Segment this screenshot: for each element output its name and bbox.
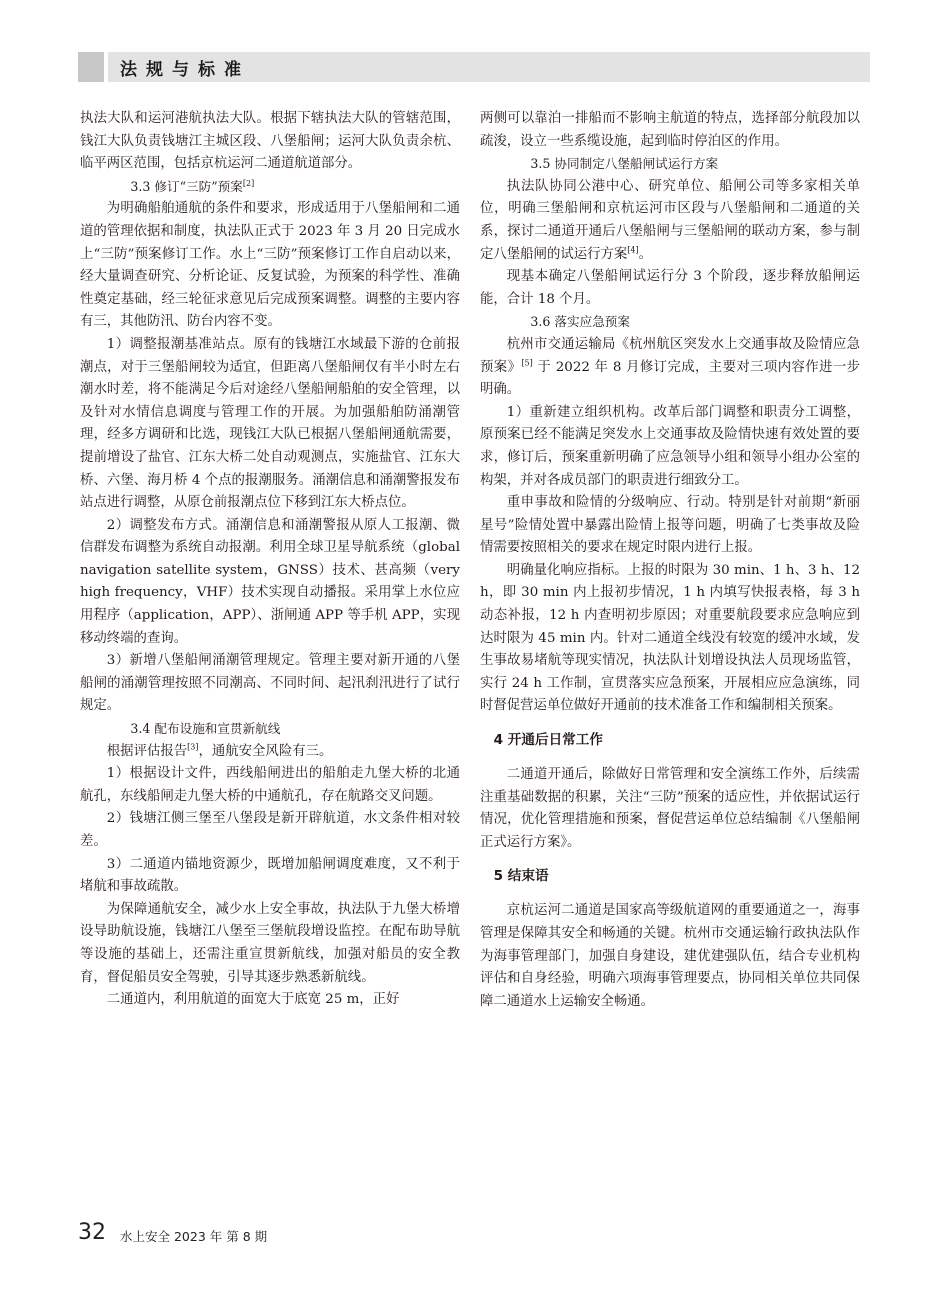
citation-ref: [5] xyxy=(521,358,533,368)
journal-info: 水上安全 2023 年 第 8 期 xyxy=(120,1229,268,1244)
list-item: 1）调整报潮基准站点。原有的钱塘江水域最下游的仓前报潮点，对于三堡船闸较为适宜，但距离八堡船闸仅有半小时左右潮水时差，将不能满足今后对途经八堡船闸船舶的安全管理，以及针对水情信息调度与管理工作的开展。为加强船舶防涌潮管理，经多方调研和比选，现钱江大队已根据八堡船闸通航需要，提前增设了盐官、江东大桥二处自动观测点，实施盐官、江东大桥、六堡、海月桥 4 个点的报潮服务。涌潮信息和涌潮警报发布站点进行调整，从原仓前报潮点位下移到江东大桥点位。 xyxy=(80,336,460,511)
paragraph-text: 执法队协同公港中心、研究单位、船闸公司等多家相关单位，明确三堡船闸和京杭运河市区段与八堡船闸和二通道的关系，探讨二通道开通后八堡船闸与三堡船闸的联动方案，参与制定八堡船闸的试运行方案 xyxy=(480,178,860,262)
paragraph: 现基本确定八堡船闸试运行分 3 个阶段，逐步释放船闸运能，合计 18 个月。 xyxy=(480,269,860,307)
paragraph: 二通道开通后，除做好日常管理和安全演练工作外，后续需注重基础数据的积累，关注“三防”预案的适应性，并依据试运行情况，优化管理措施和预案，督促营运单位总结编制《八堡船闸正式运行方案》。 xyxy=(480,767,860,850)
page-number: 32 xyxy=(78,1220,106,1245)
paragraph-text: 杭州市交通运输局《杭州航区突发水上交通事故及险情应急预案》 xyxy=(480,336,860,375)
paragraph: 为明确船舶通航的条件和要求，形成适用于八堡船闸和二通道的管理依据和制度，执法队正式于 2023 年 3 月 20 日完成水上“三防”预案修订工作。水上“三防”预案修订工作自启动以来，经大量调查研究、分析论证、反复试验，为预案的科学性、准确性奠定基础，经三轮征求意见后完成预案调整。调整的主要内容有三，其他防汛、防台内容不变。 xyxy=(80,201,460,330)
section-heading-4: 4 开通后日常工作 xyxy=(493,732,603,749)
paragraph: 京杭运河二通道是国家高等级航道网的重要通道之一，海事管理是保障其安全和畅通的关键。杭州市交通运输行政执法队作为海事管理部门，加强自身建设，建优建强队伍，结合专业机构评估和自身经验，明确六项海事管理要点，协同相关单位共同保障二通道水上运输安全畅通。 xyxy=(480,903,860,1009)
paragraph: 为保障通航安全，减少水上安全事故，执法队于九堡大桥增设导助航设施，钱塘江八堡至三堡航段增设监控。在配布助导航等设施的基础上，还需注重宣贯新航线，加强对船员的安全教育，督促船员安全驾驶，引导其逐步熟悉新航线。 xyxy=(80,901,460,985)
heading-text: 3.3 修订“三防”预案 xyxy=(130,178,243,194)
header-accent-block xyxy=(78,52,104,82)
citation-ref: [2] xyxy=(242,178,255,188)
paragraph-text: ，通航安全风险有三。 xyxy=(198,743,333,759)
subsection-heading-3-4: 3.4 配布设施和宣贯新航线 xyxy=(130,721,281,737)
paragraph: 重申事故和险情的分级响应、行动。特别是针对前期“新丽星号”险情处置中暴露出险情上报等问题，明确了七类事故及险情需要按照相关的要求在规定时限内进行上报。 xyxy=(480,495,860,556)
paragraph: 二通道内，利用航道的面宽大于底宽 25 m，正好 xyxy=(106,992,400,1008)
left-column xyxy=(80,108,460,1012)
subsection-heading-3-3 xyxy=(105,176,460,199)
paragraph: 明确量化响应指标。上报的时限为 30 min、1 h、3 h、12 h，即 30 min 内上报初步情况，1 h 内填写快报表格，每 3 h 动态补报，12 h 内查明初步原因；对重要航段要求应急响应到达时限为 45 min 内。针对二通道全线没有较宽的缓冲水域，发生事故易堵航等现实情况，执法队计划增设执法人员现场监管，实行 24 h 工作制，宣贯落实应急预案，开展相应应急演练，同时督促营运单位做好开通前的技术准备工作和编制相关预案。 xyxy=(480,562,860,714)
paragraph-text: 。 xyxy=(638,246,653,262)
subsection-heading-3-6: 3.6 落实应急预案 xyxy=(530,314,630,330)
paragraph: 两侧可以靠泊一排船而不影响主航道的特点，选择部分航段加以疏浚，设立一些系缆设施，起到临时停泊区的作用。 xyxy=(480,111,860,149)
list-item: 1）根据设计文件，西线船闸进出的船舶走九堡大桥的北通航孔，东线船闸走九堡大桥的中通航孔，存在航路交叉问题。 xyxy=(80,766,460,804)
section-heading-5: 5 结束语 xyxy=(493,868,549,885)
list-item: 3）新增八堡船闸涌潮管理规定。管理主要对新开通的八堡船闸的涌潮管理按照不同潮高、不同时间、起汛刹汛进行了试行规定。 xyxy=(80,653,460,714)
page-header xyxy=(78,52,870,82)
subsection-heading-3-5: 3.5 协同制定八堡船闸试运行方案 xyxy=(530,156,719,172)
paragraph xyxy=(480,176,860,266)
list-item: 2）钱塘江侧三堡至八堡段是新开辟航道，水文条件相对较差。 xyxy=(80,811,460,849)
right-column xyxy=(480,108,860,1013)
paragraph-text: 于 2022 年 8 月修订完成，主要对三项内容作进一步明确。 xyxy=(480,359,861,398)
list-item: 1）重新建立组织机构。改革后部门调整和职责分工调整，原预案已经不能满足突发水上交通事故及险情快速有效处置的要求，修订后，预案重新明确了应急领导小组和领导小组办公室的构架，并对各成员部门的职责进行细致分工。 xyxy=(480,404,860,488)
paragraph: 执法大队和运河港航执法大队。根据下辖执法大队的管辖范围，钱江大队负责钱塘江主城区段、八堡船闸；运河大队负责余杭、临平两区范围，包括京杭运河二通道航道部分。 xyxy=(80,111,460,172)
citation-ref: [3] xyxy=(187,742,199,752)
section-title: 法规与标准 xyxy=(120,60,250,80)
list-item: 3）二通道内锚地资源少，既增加船闸调度难度，又不利于堵航和事故疏散。 xyxy=(80,856,460,895)
list-item: 2）调整发布方式。涌潮信息和涌潮警报从原人工报潮、微信群发布调整为系统自动报潮。利用全球卫星导航系统（global navigation satellite system，GNSS）技术、甚高频（very high frequency，VHF）技术实现自动播报。采用掌上水位应用程序（application，APP）、浙闸通 APP 等手机 APP，实现移动终端的查询。 xyxy=(80,517,460,646)
paragraph xyxy=(80,741,460,764)
citation-ref: [4] xyxy=(627,245,639,255)
paragraph xyxy=(480,334,860,402)
paragraph-text: 根据评估报告 xyxy=(106,743,188,759)
